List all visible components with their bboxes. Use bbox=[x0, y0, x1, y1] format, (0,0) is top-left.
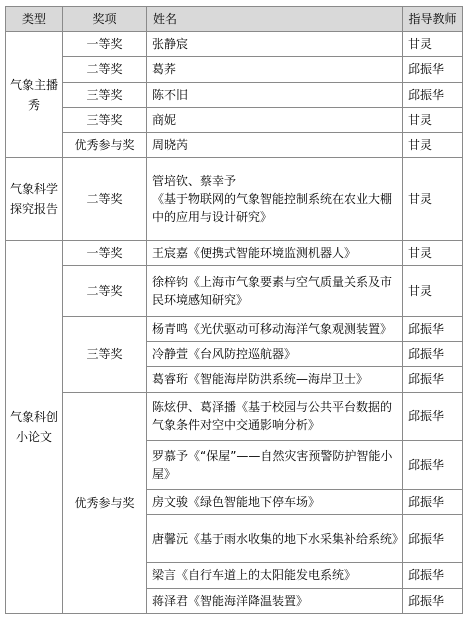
name-cell: 商妮 bbox=[147, 107, 403, 132]
teacher-cell: 甘灵 bbox=[403, 133, 463, 158]
table-row bbox=[6, 158, 463, 240]
teacher-cell: 邱振华 bbox=[403, 316, 463, 341]
name-cell: 王宸嘉《便携式智能环境监测机器人》 bbox=[147, 240, 403, 265]
teacher-cell: 甘灵 bbox=[403, 32, 463, 57]
table-row bbox=[6, 316, 463, 341]
table-row bbox=[6, 133, 463, 158]
name-cell: 周晓芮 bbox=[147, 133, 403, 158]
table-row bbox=[6, 82, 463, 107]
teacher-cell: 邱振华 bbox=[403, 367, 463, 392]
name-cell: 张静宸 bbox=[147, 32, 403, 57]
teacher-cell: 邱振华 bbox=[403, 82, 463, 107]
teacher-cell: 邱振华 bbox=[403, 441, 463, 490]
category-cell: 气象科创小论文 bbox=[6, 240, 63, 613]
awards-table bbox=[5, 6, 463, 614]
award-cell: 二等奖 bbox=[63, 57, 147, 82]
award-cell: 三等奖 bbox=[63, 316, 147, 392]
teacher-cell: 邱振华 bbox=[403, 57, 463, 82]
name-cell: 梁言《自行车道上的太阳能发电系统》 bbox=[147, 563, 403, 588]
name-cell: 蒋泽君《智能海洋降温装置》 bbox=[147, 588, 403, 613]
award-cell: 二等奖 bbox=[63, 158, 147, 240]
table-row bbox=[6, 32, 463, 57]
table-row bbox=[6, 57, 463, 82]
table-row bbox=[6, 107, 463, 132]
award-cell: 三等奖 bbox=[63, 107, 147, 132]
category-cell: 气象主播秀 bbox=[6, 32, 63, 158]
header-award: 奖项 bbox=[63, 7, 147, 32]
name-cell: 葛荞 bbox=[147, 57, 403, 82]
teacher-cell: 邱振华 bbox=[403, 489, 463, 514]
name-cell: 唐馨沅《基于雨水收集的地下水采集补给系统》 bbox=[147, 514, 403, 563]
award-cell: 优秀参与奖 bbox=[63, 133, 147, 158]
table-row bbox=[6, 392, 463, 441]
header-name: 姓名 bbox=[147, 7, 403, 32]
teacher-cell: 甘灵 bbox=[403, 158, 463, 240]
award-cell: 优秀参与奖 bbox=[63, 392, 147, 614]
teacher-cell: 邱振华 bbox=[403, 392, 463, 441]
teacher-cell: 甘灵 bbox=[403, 107, 463, 132]
table-row bbox=[6, 266, 463, 317]
table-row bbox=[6, 240, 463, 265]
name-cell: 房文骏《绿色智能地下停车场》 bbox=[147, 489, 403, 514]
award-cell: 一等奖 bbox=[63, 240, 147, 265]
teacher-cell: 邱振华 bbox=[403, 514, 463, 563]
award-cell: 三等奖 bbox=[63, 82, 147, 107]
name-cell: 杨青鸣《光伏驱动可移动海洋气象观测装置》 bbox=[147, 316, 403, 341]
award-cell: 一等奖 bbox=[63, 32, 147, 57]
name-cell: 葛睿珩《智能海岸防洪系统—海岸卫士》 bbox=[147, 367, 403, 392]
header-category: 类型 bbox=[6, 7, 63, 32]
name-cell: 管培钦、蔡幸予 《基于物联网的气象智能控制系统在农业大棚中的应用与设计研究》 bbox=[147, 158, 403, 240]
name-cell: 罗慕予《“保屋”——自然灾害预警防护智能小屋》 bbox=[147, 441, 403, 490]
header-row bbox=[6, 7, 463, 32]
teacher-cell: 甘灵 bbox=[403, 266, 463, 317]
teacher-cell: 邱振华 bbox=[403, 563, 463, 588]
teacher-cell: 邱振华 bbox=[403, 341, 463, 366]
category-cell: 气象科学探究报告 bbox=[6, 158, 63, 240]
name-cell: 冷静萱《台风防控巡航器》 bbox=[147, 341, 403, 366]
teacher-cell: 邱振华 bbox=[403, 588, 463, 613]
header-teacher: 指导教师 bbox=[403, 7, 463, 32]
name-cell: 陈不旧 bbox=[147, 82, 403, 107]
teacher-cell: 甘灵 bbox=[403, 240, 463, 265]
award-cell: 二等奖 bbox=[63, 266, 147, 317]
name-cell: 徐梓钧《上海市气象要素与空气质量关系及市民环境感知研究》 bbox=[147, 266, 403, 317]
name-cell: 陈炫伊、葛泽播《基于校园与公共平台数据的气象条件对空中交通影响分析》 bbox=[147, 392, 403, 441]
